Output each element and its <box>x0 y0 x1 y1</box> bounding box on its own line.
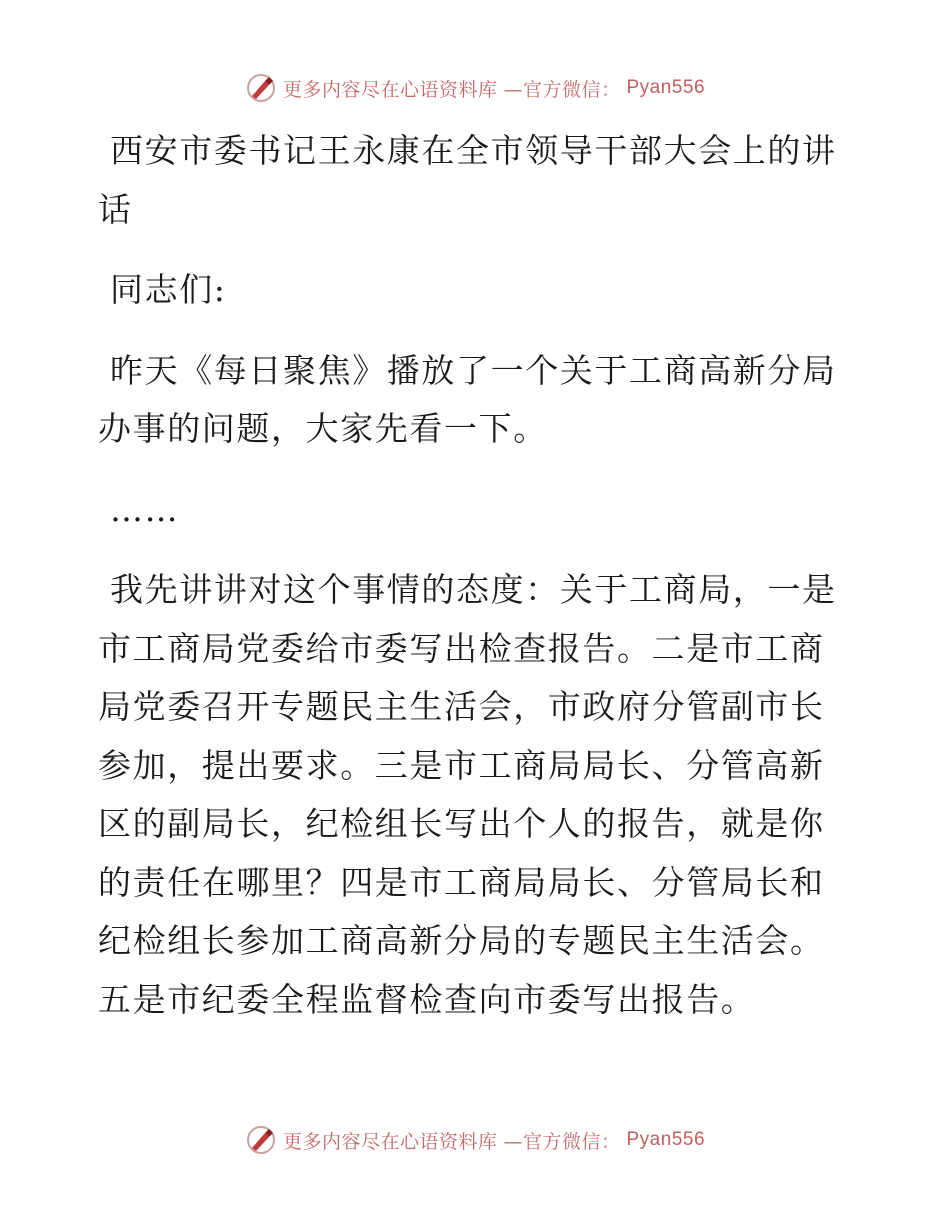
pen-logo-icon <box>245 1124 277 1156</box>
paragraph-1: 昨天《每日聚焦》播放了一个关于工商高新分局办事的问题，大家先看一下。 <box>98 350 837 448</box>
watermark-wechat-id: Pyan556 <box>626 77 706 98</box>
document-body <box>98 122 858 1029</box>
ellipsis: …… <box>110 489 180 529</box>
watermark-main-text: 更多内容尽在心语资料库 <box>282 78 498 101</box>
pen-logo-icon <box>245 72 277 104</box>
header-watermark <box>0 72 950 104</box>
greeting: 同志们: <box>110 270 227 309</box>
watermark-sub-text: —官方微信： <box>503 1130 621 1153</box>
paragraph-2: 我先讲讲对这个事情的态度：关于工商局，一是市工商局党委给市委写出检查报告。二是市工商局党委召开专题民主生活会，市政府分管副市长参加，提出要求。三是市工商局局长、分管高新区的副局长，纪检组长写出个人的报告，就是你的责任在哪里？四是市工商局局长、分管局长和纪检组长参加工商高新分局的专题民主生活会。五是市纪委全程监督检查向市委写出报告。 <box>98 570 837 1019</box>
watermark-wechat-id: Pyan556 <box>626 1129 706 1150</box>
watermark-sub-text: —官方微信： <box>503 78 621 101</box>
document-title: 西安市委书记王永康在全市领导干部大会上的讲话 <box>98 131 837 229</box>
footer-watermark <box>0 1124 950 1156</box>
watermark-main-text: 更多内容尽在心语资料库 <box>282 1130 498 1153</box>
